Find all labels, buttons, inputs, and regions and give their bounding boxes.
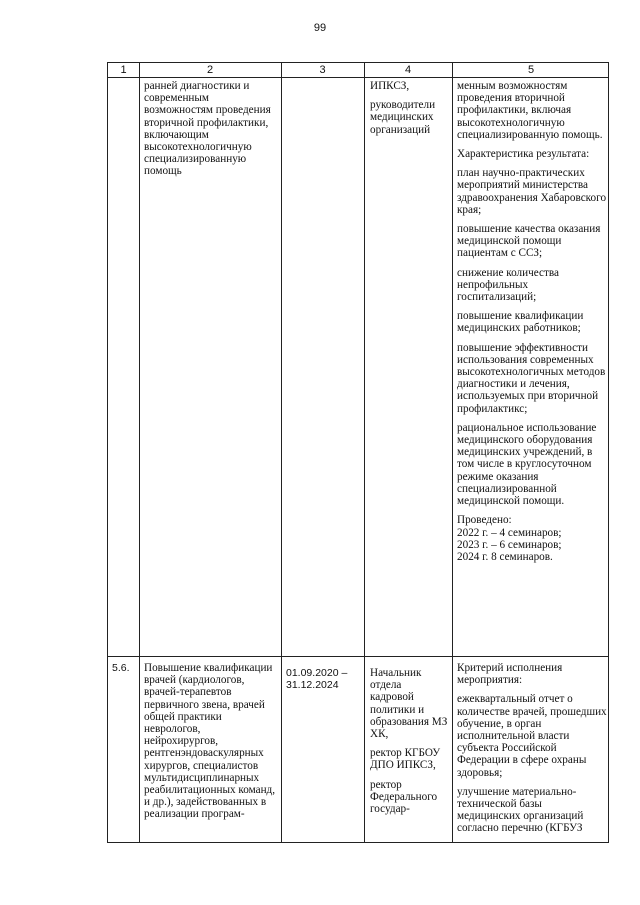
row2-result-item: улучшение материально-технической базы медицинских организаций согласно перечню (КГБУЗ <box>457 785 584 835</box>
row1-result-item: снижение количества непрофильных госпитализаций; <box>457 266 559 304</box>
row2-result-item: ежеквартальный отчет о количестве врачей, прошедших обучение, в орган исполнительной власти субъекта Российской Федерации в сфере охраны здоровья; <box>457 693 607 779</box>
header-col-5: 5 <box>527 64 535 76</box>
row2-responsible-item: ректор КГБОУ ДПО ИПКСЗ, <box>370 747 441 772</box>
column-divider <box>364 63 365 842</box>
row1-result-item: Проведено: 2022 г. – 4 семинаров; 2023 г. – 6 семинаров; 2024 г. 8 семинаров. <box>457 514 562 563</box>
column-divider <box>452 63 453 842</box>
row1-result-item: повышение эффективности использования современных высокотехнологичных методов диагностики и лечения, используемых при вторичной профилактикс; <box>457 341 606 415</box>
row1-responsible <box>370 80 448 136</box>
row2-period: 01.09.2020 – 31.12.2024 <box>286 667 348 691</box>
row2-number: 5.6. <box>112 662 130 674</box>
header-col-4: 4 <box>404 64 412 76</box>
row-divider <box>108 656 608 657</box>
row1-result-item: рациональное использование медицинского оборудования медицинских учреждений, в том числе в круглосуточном режиме оказания специализированной медицинской помощи. <box>457 421 597 508</box>
row2-result <box>457 662 607 835</box>
row2-event-text: Повышение квалификации врачей (кардиологов, врачей-терапевтов первичного звена, врачей общей практики неврологов, нейрохирургов, рентгенэндоваскулярных хирургов, специалистов мультидисциплинарных реабилитационных команд, и др.), задействованных в реализации програм- <box>144 662 276 821</box>
header-col-1: 1 <box>120 64 127 76</box>
header-divider <box>108 77 608 78</box>
row2-responsible <box>370 667 448 815</box>
row1-event-text: ранней диагностики и современным возможностям проведения вторичной профилактики, включающим высокотехнологичную специализированную помощь <box>144 80 271 178</box>
row1-result-item: повышение квалификации медицинских работников; <box>457 310 584 335</box>
row2-responsible-item: Начальник отдела кадровой политики и образования МЗ ХК, <box>370 667 448 741</box>
column-divider <box>281 63 282 842</box>
row2-result-item: Критерий исполнения мероприятия: <box>457 662 563 687</box>
row1-result-item: повышение качества оказания медицинской помощи пациентам с ССЗ; <box>457 223 601 260</box>
column-divider <box>139 63 140 842</box>
header-col-3: 3 <box>319 64 326 76</box>
row1-result-item: менным возможностям проведения вторичной профилактики, включая высокотехнологичную специализированную помощь. <box>457 80 603 141</box>
row1-responsible-item: ИПКСЗ, <box>370 80 410 92</box>
program-table <box>107 62 609 843</box>
row1-result-item: Характеристика результата: <box>457 148 590 161</box>
row1-responsible-item: руководители медицинских организаций <box>370 99 436 136</box>
page-number: 99 <box>313 22 327 34</box>
row1-result <box>457 80 607 563</box>
row2-responsible-item: ректор Федерального государ- <box>370 778 438 816</box>
row1-result-item: план научно-практических мероприятий министерства здравоохранения Хабаровского края; <box>457 167 607 216</box>
header-col-2: 2 <box>206 64 214 76</box>
